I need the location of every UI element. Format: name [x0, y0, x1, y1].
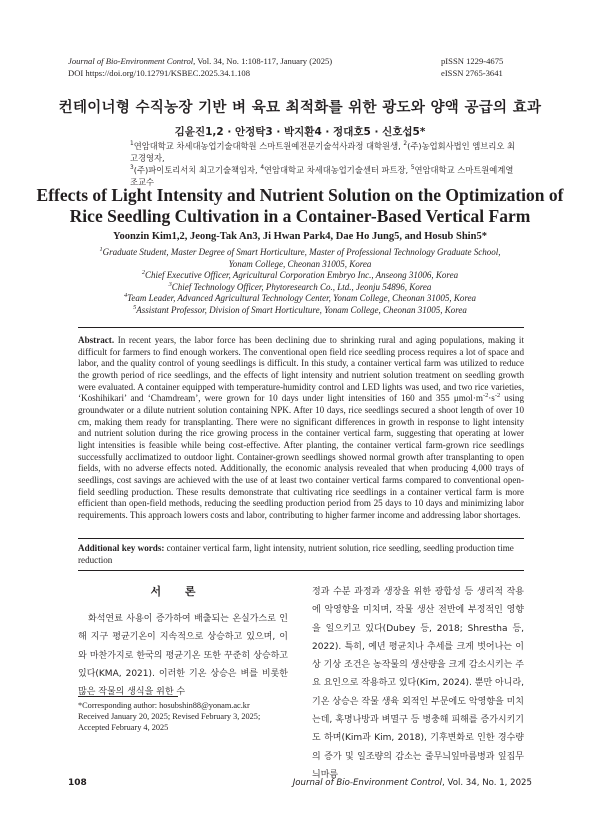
english-affil-1a: Graduate Student, Master Degree of Smart Horticulture, Master of Professional Technology Graduate School, [102, 247, 501, 257]
abstract-text-c: using groundwater or a dilute nutrient solution containing NPK. After 10 days, rice seedlings secured a shoot length of over 10 cm, making them ready for transplanting. There were no significant differences in growth in response to light intensity and nutrient solution during the rice growing process in the container vertical farm, suggesting that operating at lower light intensities is feasible while being cost-effective. After planting, the container vertical farm-grown rice seedlings successfully acclimatized to outdoor light. Container-grown seedlings showed normal growth after transplanting to open fields, with no adverse effects noted. Additionally, the economic analysis revealed that when producing 4,000 trays of seedlings, cost savings are achieved with the use of at least two container vertical farms compared to conventional open-field seedling production. These results demonstrate that cultivating rice seedlings in a container vertical farm is more efficient than open-field methods, reducing the seedling production period from 25 days to 10 days and minimizing labor requirements. This approach lowers costs and labor, contributing to higher farmer income and addressing labor shortages. [78, 393, 525, 520]
english-affil-1b: Yonam College, Cheonan 31005, Korea [228, 258, 372, 269]
english-affil-3: Chief Technology Officer, Phytoresearch Co., Ltd., Jeonju 54896, Korea [171, 281, 432, 292]
english-title-line1: Effects of Light Intensity and Nutrient Solution on the Optimization of [36, 185, 564, 205]
abstract-text-b: ·s [488, 393, 495, 404]
abstract-bottom-rule [78, 538, 524, 539]
journal-citation: , Vol. 34, No. 1:108-117, January (2025) [193, 56, 333, 66]
section-title: 서 론 [150, 585, 206, 598]
footer-journal-name: Journal of Bio-Environment Control [292, 778, 443, 788]
english-affil-4: Team Leader, Advanced Agricultural Technology Center, Yonam College, Cheonan 31005, Korea [127, 293, 476, 304]
korean-affiliations: $^1$연암대학교 차세대농업기술대학원 스마트원예전문기술석사과정 대학원생, $^2$(주)농업회사법인 엠브리오 최고경영자, $^3$(주)파이토리서치 최고기술책임자, $^4$연암대학교 차세대농업기술센터 파트장, $^5$연암대학교 스마트원예계열 조교수 [130, 141, 516, 187]
doi-link[interactable]: DOI https://doi.org/10.12791/KSBEC.2025.34.1.108 [68, 68, 250, 78]
english-title-line2: Rice Seedling Cultivation in a Container-Based Vertical Farm [69, 206, 531, 226]
keywords [78, 543, 524, 566]
abstract-label: Abstract. [78, 335, 115, 345]
received-date: Received January 20, 2025; Revised February 3, 2025; [78, 712, 261, 721]
keywords-bottom-rule [78, 570, 524, 571]
footer-journal [293, 778, 532, 788]
issn-block [441, 55, 533, 79]
korean-affil-4: 연암대학교 차세대농업기술센터 파트장, [264, 165, 411, 175]
english-authors: Yoonzin Kim1,2, Jeong-Tak An3, Ji Hwan Park4, Dae Ho Jung5, and Hosub Shin5* [113, 231, 487, 242]
korean-affil-5: 연암대학교 스마트원예계열 조교수 [130, 165, 514, 187]
english-affil-5: Assistant Professor, Division of Smart Horticulture, Yonam College, Cheonan 31005, Korea [136, 304, 467, 315]
english-title [0, 185, 600, 227]
body-right-column: 정과 수분 과정과 생장을 위한 광합성 등 생리적 작용에 악영향을 미치며, 작물 생산 전반에 부정적인 영향을 일으키고 있다(Dubey 등, 2018; Shrestha 등, 2022). 특히, 예년 평균치나 추세를 크게 벗어나는 이상 기상 조건은 농작물의 생산량을 크게 감소시키는 주요 요인으로 작용하고 있다(Kim, 2024). 뿐만 아니라, 기온 상승은 작물 생육 외적인 부문에도 악영향을 미치는데, 혹명나방과 벼멸구 등 병충해 피해를 증가시키기도 하며(Kim과 Kim, 2018), 기후변화로 인한 경수량의 증가 및 일조량의 감소는 줄무늬잎마름병과 잎집무늬마름 [312, 587, 524, 780]
footnote-rule [78, 696, 178, 697]
keywords-label: Additional key words: [78, 543, 165, 553]
korean-affil-1: 연암대학교 차세대농업기술대학원 스마트원예전문기술석사과정 대학원생, [133, 141, 404, 151]
corresponding-author: *Corresponding author: hosubshin88@yonam.ac.kr [78, 701, 250, 710]
abstract-exp-2: -2 [494, 392, 501, 400]
eissn: eISSN 2765-3641 [441, 68, 503, 78]
abstract-top-rule [78, 327, 524, 328]
pissn: pISSN 1229-4675 [441, 56, 504, 66]
accepted-date: Accepted February 4, 2025 [78, 723, 169, 732]
korean-title: 컨테이너형 수직농장 기반 벼 육묘 최적화를 위한 광도와 양액 공급의 효과 [58, 100, 542, 116]
abstract-exp-1: -2 [482, 392, 489, 400]
page-number: 108 [68, 778, 87, 788]
journal-header [68, 55, 332, 79]
footer-citation: , Vol. 34, No. 1, 2025 [442, 778, 532, 788]
keywords-text: container vertical farm, light intensity, nutrient solution, rice seedling, seedling production time reduction [78, 543, 514, 565]
korean-affil-2: (주)농업회사법인 엠브리오 최고경영자, [130, 141, 516, 163]
english-affil-2: Chief Executive Officer, Agricultural Corporation Embryo Inc., Anseong 31006, Korea [145, 270, 459, 281]
korean-authors-text: 김윤진1,2 · 안정탁3 · 박지환4 · 정대호5 · 신호섭5* [174, 126, 426, 138]
body-left-column: 화석연료 사용이 증가하여 배출되는 온실가스로 인해 지구 평균기온이 지속적으로 상승하고 있으며, 이와 마찬가지로 한국의 평균기온 또한 꾸준히 상승하고 있다(KMA, 2021). 이러한 기온 상승은 벼를 비롯한 많은 작물의 생식을 위한 수 [78, 614, 288, 698]
abstract-text-a: In recent years, the labor force has been declining due to shrinking rural and aging populations, making it difficult for farmers to find enough workers. The conventional open field rice seedling process requires a lot of space and labor, and the quality control of young seedlings is difficult. In this study, a container vertical farm was utilized to reduce the growth period of rice seedlings, and the effects of light intensity and nutrient solution treatment on seedling growth were evaluated. A container equipped with temperature-humidity control and LED lights was used, and two rice varieties, ‘Koshihikari’ and ‘Chamdream’, were grown for 10 days under light intensities of 160 and 355 μmol·m [78, 335, 524, 404]
korean-authors [0, 124, 600, 139]
abstract [78, 335, 524, 522]
journal-name: Journal of Bio-Environment Control [68, 56, 194, 66]
footnote [78, 700, 288, 733]
english-affiliations: $^1$Graduate Student, Master Degree of Smart Horticulture, Master of Professional Technology Graduate School, Yonam College, Cheonan 31005, Korea $^2$Chief Executive Officer, Agricultural Corporation Embryo Inc., Anseong 31006, Korea $^3$Chief Technology Officer, Phytoresearch Co., Ltd., Jeonju 54896, Korea $^4$Team Leader, Advanced Agricultural Technology Center, Yonam College, Cheonan 31005, Korea $^5$Assistant Professor, Division of Smart Horticulture, Yonam College, Cheonan 31005, Korea [0, 247, 600, 317]
korean-affil-3: (주)파이토리서치 최고기술책임자, [133, 165, 261, 175]
